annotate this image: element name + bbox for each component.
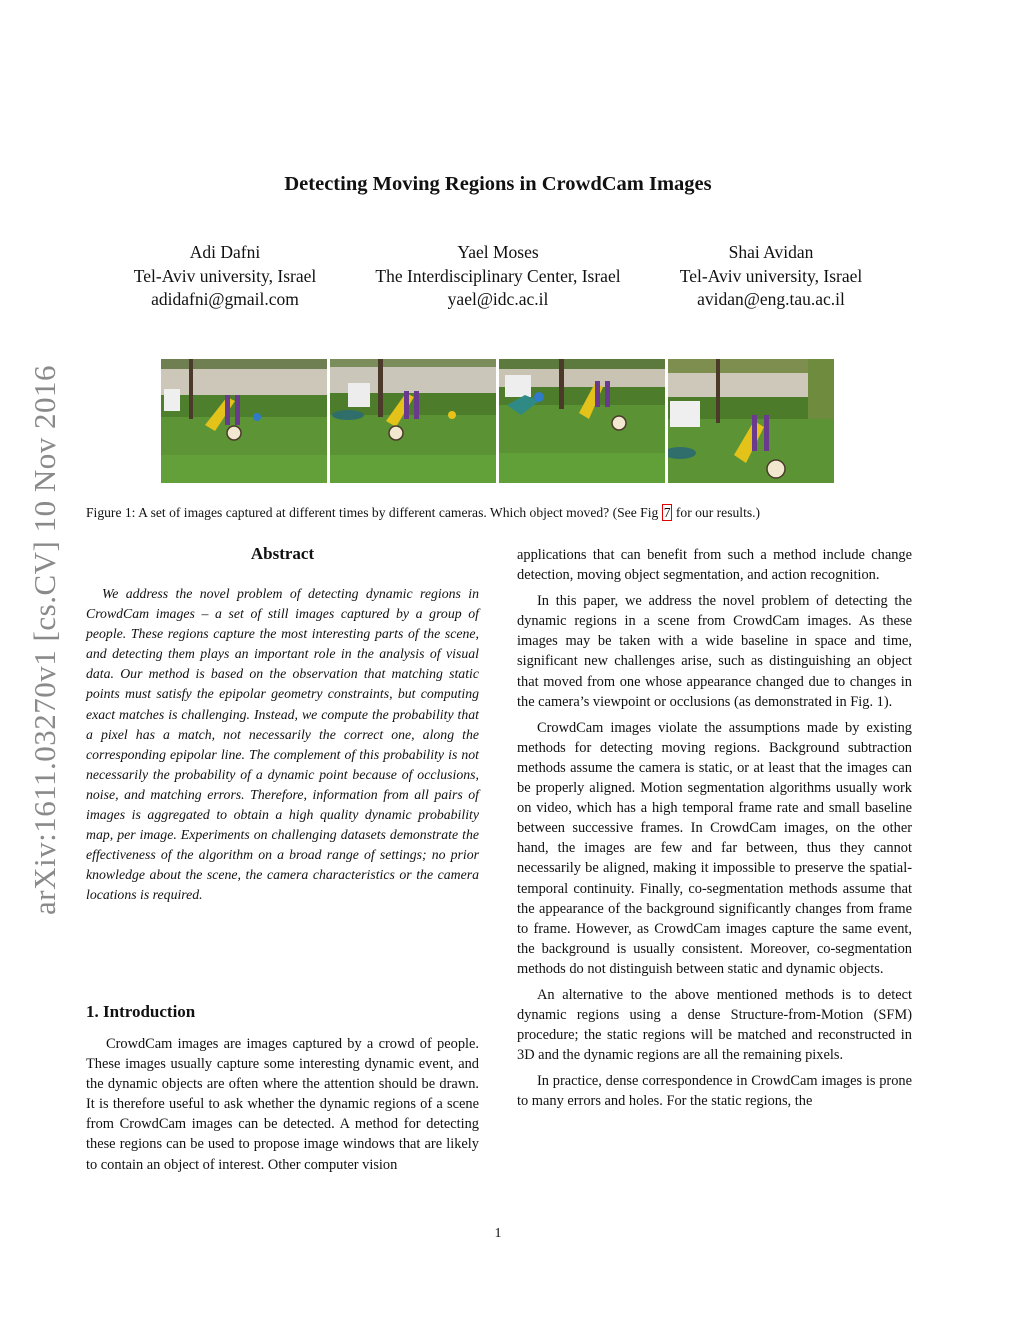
author-affiliation: The Interdisciplinary Center, Israel bbox=[375, 265, 621, 286]
introduction-paragraph: CrowdCam images are images captured by a crowd of people. These images usually capture some interesting dynamic event, and the dynamic objects are often where the attention should be drawn. It is therefore useful to ask whether the dynamic regions of a scene from CrowdCam images can be detected. A method for detecting these regions can be used to propose image windows that are likely to contain an object of interest. Other computer vision bbox=[86, 1036, 479, 1173]
figure-photo-3 bbox=[499, 359, 665, 483]
author-block-1 bbox=[110, 241, 340, 312]
introduction-body bbox=[86, 1034, 479, 1175]
author-name: Adi Dafni bbox=[189, 242, 261, 262]
figure-1-images bbox=[161, 359, 835, 483]
author-block-3 bbox=[658, 241, 884, 312]
figure-photo-2 bbox=[330, 359, 496, 483]
figure-7-link[interactable]: 7 bbox=[663, 505, 671, 520]
right-paragraph-2: In this paper, we address the novel problem of detecting the dynamic regions in a scene from CrowdCam images. As these images may be taken with a wide baseline in space and time, significant new challenges arise, such as distinguishing an object that moved from one whose appearance changed due to changes in the camera’s viewpoint or occlusions (as demonstrated in Fig. 1). bbox=[517, 593, 912, 710]
author-email: avidan@eng.tau.ac.il bbox=[697, 289, 845, 309]
right-paragraph-5: In practice, dense correspondence in CrowdCam images is prone to many errors and holes. For the static regions, the bbox=[517, 1073, 912, 1110]
caption-text-end: for our results.) bbox=[675, 505, 761, 520]
arxiv-identifier-text: arXiv:1611.03270v1 [cs.CV] 10 Nov 2016 bbox=[27, 365, 62, 915]
author-affiliation: Tel-Aviv university, Israel bbox=[133, 265, 317, 286]
page-number: 1 bbox=[494, 1226, 502, 1241]
author-name: Yael Moses bbox=[457, 242, 539, 262]
right-paragraph-4: An alternative to the above mentioned methods is to detect dynamic regions using a dense Structure-from-Motion (SFM) procedure; the static regions will be matched and reconstructed in 3D and the dynamic regions are all the remaining pixels. bbox=[517, 986, 912, 1064]
author-affiliation: Tel-Aviv university, Israel bbox=[679, 265, 863, 286]
author-block-2 bbox=[350, 241, 646, 312]
introduction-heading: 1. Introduction bbox=[86, 1002, 196, 1021]
right-column bbox=[517, 545, 912, 1112]
paper-title: Detecting Moving Regions in CrowdCam Images bbox=[284, 173, 712, 195]
figure-photo-4 bbox=[668, 359, 834, 483]
author-email: yael@idc.ac.il bbox=[447, 289, 549, 309]
figure-1-caption bbox=[86, 504, 916, 521]
author-email: adidafni@gmail.com bbox=[151, 289, 299, 309]
figure-photo-1 bbox=[161, 359, 327, 483]
author-name: Shai Avidan bbox=[728, 242, 814, 262]
right-paragraph-1: applications that can benefit from such a method include change detection, moving object segmentation, and action recognition. bbox=[517, 547, 912, 584]
right-paragraph-3: CrowdCam images violate the assumptions made by existing methods for detecting moving regions. Background subtraction methods assume the camera is static, or at least that the images can be properly aligned. Motion segmentation algorithms usually work on video, which has a high temporal frame rate and small baseline between successive frames. In CrowdCam images, on the other hand, the images are few and far between, thus they cannot necessarily be aligned, making it impossible to preserve the spatial-temporal continuity. Finally, co-segmentation methods assume that the appearance of the background significantly changes from frame to frame. However, as CrowdCam images capture the same event, the background is usually consistent. Moreover, co-segmentation methods do not distinguish between static and dynamic objects. bbox=[517, 719, 912, 977]
caption-text: Figure 1: A set of images captured at different times by different cameras. Which object moved? (See Fig bbox=[86, 505, 659, 520]
arxiv-identifier bbox=[22, 340, 68, 940]
abstract-heading: Abstract bbox=[250, 544, 315, 563]
abstract-text: We address the novel problem of detecting dynamic regions in CrowdCam images – a set of still images captured by a group of people. These regions capture the most interesting parts of the scene, and detecting them plays an important role in the analysis of visual data. Our method is based on the observation that matching static points must satisfy the epipolar geometry constraints, but computing exact matches is challenging. Instead, we compute the probability that a pixel has a match, not necessarily the correct one, along the corresponding epipolar line. The complement of this probability is not necessarily the probability of a dynamic point because of occlusions, noise, and matching errors. Therefore, information from all pairs of images is aggregated to obtain a high quality dynamic probability map, per image. Experiments on challenging datasets demonstrate the effectiveness of the algorithm on a broad range of settings; no prior knowledge about the scene, the camera characteristics or the camera locations is required. bbox=[86, 586, 479, 903]
